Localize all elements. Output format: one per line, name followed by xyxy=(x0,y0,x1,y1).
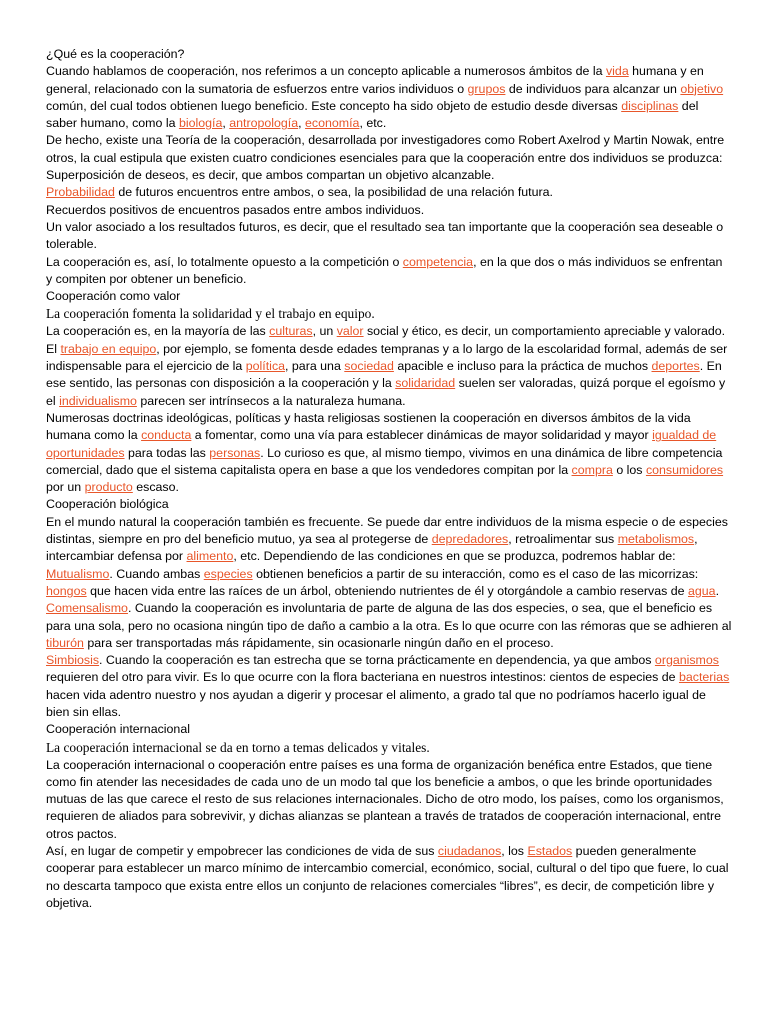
text-run: La cooperación es, en la mayoría de las xyxy=(46,324,270,339)
text-run: , etc. xyxy=(359,116,387,131)
text-run: , xyxy=(222,116,230,131)
paragraph xyxy=(46,721,732,738)
link-simbiosis[interactable]: Simbiosis xyxy=(46,653,100,668)
link-mutualismo[interactable]: Mutualismo xyxy=(46,566,110,581)
paragraph xyxy=(46,63,732,132)
text-run: parecen ser intrínsecos a la naturaleza humana. xyxy=(136,393,406,408)
text-run: apacible e incluso para la práctica de muchos xyxy=(393,359,652,374)
paragraph xyxy=(46,600,732,652)
text-run: Un valor asociado a los resultados futuros, es decir, que el resultado sea tan importante que la cooperación sea deseable o tolerable. xyxy=(46,219,724,252)
text-run: , por ejemplo, se fomenta desde edades tempranas y a lo largo de la escolaridad formal, además de ser indispensable para el ejercicio de la xyxy=(46,341,728,374)
link-igualdad-de-oportunidades[interactable]: igualdad de oportunidades xyxy=(46,428,717,460)
link-objetivo[interactable]: objetivo xyxy=(680,81,724,96)
paragraph xyxy=(46,167,732,184)
link-vida[interactable]: vida xyxy=(605,64,629,79)
link-politica[interactable]: política xyxy=(245,359,286,374)
link-agua[interactable]: agua xyxy=(688,583,716,598)
link-compra[interactable]: compra xyxy=(571,462,613,477)
link-biologia[interactable]: biología xyxy=(178,116,223,131)
link-comensalismo[interactable]: Comensalismo xyxy=(46,601,128,616)
text-run: humana y en general, relacionado con la sumatoria de esfuerzos entre varios individuos o xyxy=(46,64,704,96)
paragraph xyxy=(46,566,732,601)
paragraph xyxy=(46,410,732,496)
text-run: , etc. Dependiendo de las condiciones en que se produzca, podremos hablar de: xyxy=(233,549,676,564)
text-run: , xyxy=(298,116,306,131)
text-run: . xyxy=(715,583,720,598)
image-caption xyxy=(46,739,732,757)
text-run: obtienen beneficios a partir de su interacción, como es el caso de las micorrizas: xyxy=(252,566,699,581)
paragraph xyxy=(46,202,732,219)
text-run: . Cuando ambas xyxy=(109,566,204,581)
text-run: , intercambiar defensa por xyxy=(46,532,698,564)
text-run: Cooperación biológica xyxy=(46,497,169,512)
paragraph xyxy=(46,184,732,201)
link-personas[interactable]: personas xyxy=(209,445,261,460)
link-valor[interactable]: valor xyxy=(336,324,364,339)
link-probabilidad[interactable]: Probabilidad xyxy=(46,185,115,200)
link-disciplinas[interactable]: disciplinas xyxy=(621,98,679,113)
paragraph xyxy=(46,514,732,566)
text-run: Numerosas doctrinas ideológicas, políticas y hasta religiosas sostienen la cooperación en diversos ámbitos de la vida humana como la xyxy=(46,410,691,443)
link-competencia[interactable]: competencia xyxy=(402,254,474,269)
text-run: . Lo curioso es que, al mismo tiempo, vivimos en una dinámica de libre competencia comercial, dado que el sistema capitalista opera en base a que los vendedores compitan por la xyxy=(46,445,723,477)
link-bacterias[interactable]: bacterias xyxy=(678,670,730,685)
text-run: . Cuando la cooperación es involuntaria de parte de alguna de las dos especies, o sea, que el beneficio es para una sola, pero no ocasiona ningún tipo de daño a cambio a la otra. Es lo que ocurre con las rémoras que se adhieren al xyxy=(46,601,732,633)
link-antropologia[interactable]: antropología xyxy=(229,116,299,131)
text-run: común, del cual todos obtienen luego beneficio. Este concepto ha sido objeto de estudio desde diversas xyxy=(46,98,622,113)
text-run: suelen ser valoradas, quizá porque el egoísmo y el xyxy=(46,376,726,408)
text-run: , en la que dos o más individuos se enfrentan y compiten por obtener un beneficio. xyxy=(46,254,723,286)
paragraph xyxy=(46,46,732,63)
paragraph xyxy=(46,323,732,409)
text-run: de individuos para alcanzar un xyxy=(505,81,681,96)
paragraph xyxy=(46,757,732,843)
text-run: La cooperación internacional se da en torno a temas delicados y vitales. xyxy=(46,739,430,755)
text-run: para ser transportadas más rápidamente, sin ocasionarle ningún daño en el proceso. xyxy=(83,635,554,650)
text-run: para todas las xyxy=(124,445,210,460)
link-grupos[interactable]: grupos xyxy=(467,81,506,96)
text-run: escaso. xyxy=(132,480,179,495)
text-run: , un xyxy=(312,324,337,339)
link-tiburon[interactable]: tiburón xyxy=(46,635,84,650)
text-run: De hecho, existe una Teoría de la cooperación, desarrollada por investigadores como Robert Axelrod y Martin Nowak, entre otros, la cual estipula que existen cuatro condiciones esenciales para que la cooperación entre dos individuos se produzca: xyxy=(46,133,725,165)
text-run: a fomentar, como una vía para establecer dinámicas de mayor solidaridad y mayor xyxy=(191,428,653,443)
paragraph xyxy=(46,254,732,289)
text-run: que hacen vida entre las raíces de un árbol, obteniendo nutrientes de él y otorgándole a cambio reservas de xyxy=(86,583,688,598)
text-run: , retroalimentar sus xyxy=(508,532,618,547)
text-run: por un xyxy=(46,480,85,495)
text-run: hacen vida adentro nuestro y nos ayudan a digerir y procesar el alimento, a grado tal que no podríamos hacerlo igual de bien sin ellas. xyxy=(46,687,706,719)
text-run: , los xyxy=(501,844,528,859)
paragraph xyxy=(46,843,732,912)
link-alimento[interactable]: alimento xyxy=(186,549,234,564)
image-caption xyxy=(46,305,732,323)
text-run: Cooperación como valor xyxy=(46,289,181,304)
text-run: social y ético, es decir, un comportamiento apreciable y valorado. El xyxy=(46,324,726,356)
paragraph xyxy=(46,288,732,305)
link-depredadores[interactable]: depredadores xyxy=(431,532,509,547)
link-estados[interactable]: Estados xyxy=(527,844,573,859)
link-solidaridad[interactable]: solidaridad xyxy=(395,376,456,391)
link-consumidores[interactable]: consumidores xyxy=(645,462,724,477)
paragraph xyxy=(46,132,732,167)
text-run: requieren del otro para vivir. Es lo que ocurre con la flora bacteriana en nuestros intestinos: cientos de especies de xyxy=(46,670,679,685)
link-culturas[interactable]: culturas xyxy=(269,324,313,339)
text-run: Así, en lugar de competir y empobrecer las condiciones de vida de sus xyxy=(46,844,438,859)
link-ciudadanos[interactable]: ciudadanos xyxy=(437,844,502,859)
link-conducta[interactable]: conducta xyxy=(141,428,192,443)
paragraph xyxy=(46,652,732,721)
link-individualismo[interactable]: individualismo xyxy=(59,393,137,408)
text-run: ¿Qué es la cooperación? xyxy=(46,47,185,61)
link-hongos[interactable]: hongos xyxy=(46,583,87,598)
link-especies[interactable]: especies xyxy=(203,566,253,581)
link-deportes[interactable]: deportes xyxy=(651,359,700,374)
text-run: La cooperación es, así, lo totalmente opuesto a la competición o xyxy=(46,254,403,269)
text-run: del saber humano, como la xyxy=(46,98,699,131)
link-metabolismos[interactable]: metabolismos xyxy=(617,532,695,547)
text-run: La cooperación fomenta la solidaridad y el trabajo en equipo. xyxy=(46,306,375,322)
text-run: En el mundo natural la cooperación también es frecuente. Se puede dar entre individuos de la misma especie o de especies distintas, siempre en pro del beneficio mutuo, ya sea al protegerse de xyxy=(46,514,728,547)
text-run: Cooperación internacional xyxy=(46,722,190,737)
link-trabajo-en-equipo[interactable]: trabajo en equipo xyxy=(60,341,157,356)
text-run: pueden generalmente cooperar para establecer un marco mínimo de intercambio comercial, económico, social, cultural o del tipo que fuere, lo cual no descarta tampoco que exista entre ellos un conjunto de relaciones comerciales “libres”, es decir, de competición libre y objetiva. xyxy=(46,844,729,910)
link-producto[interactable]: producto xyxy=(84,480,133,495)
text-run: Recuerdos positivos de encuentros pasados entre ambos individuos. xyxy=(46,202,425,217)
text-run: . Cuando la cooperación es tan estrecha que se torna prácticamente en dependencia, ya que ambos xyxy=(99,653,655,668)
text-run: La cooperación internacional o cooperación entre países es una forma de organización benéfica entre Estados, que tiene como fin atender las necesidades de cada uno de un modo tal que los beneficie a ambos, o que les brinde oportunidades mutuas de las que carece el resto de sus relaciones internacionales. Dicho de otro modo, los países, como los organismos, requieren de aliados para sobrevivir, y dichas alianzas se plantean a través de tratados de cooperación internacional, entre otros pactos. xyxy=(46,757,724,841)
text-run: . En ese sentido, las personas con disposición a la cooperación y la xyxy=(46,359,722,391)
text-run: de futuros encuentros entre ambos, o sea, la posibilidad de una relación futura. xyxy=(114,185,553,200)
link-sociedad[interactable]: sociedad xyxy=(344,359,394,374)
text-run: Superposición de deseos, es decir, que ambos compartan un objetivo alcanzable. xyxy=(46,168,495,183)
paragraph xyxy=(46,219,732,254)
text-run: , para una xyxy=(285,359,345,374)
link-organismos[interactable]: organismos xyxy=(654,653,719,668)
paragraph xyxy=(46,496,732,513)
text-run: Cuando hablamos de cooperación, nos referimos a un concepto aplicable a numerosos ámbitos de la xyxy=(46,64,606,79)
text-run: o los xyxy=(612,462,646,477)
link-economia[interactable]: economía xyxy=(305,116,360,131)
